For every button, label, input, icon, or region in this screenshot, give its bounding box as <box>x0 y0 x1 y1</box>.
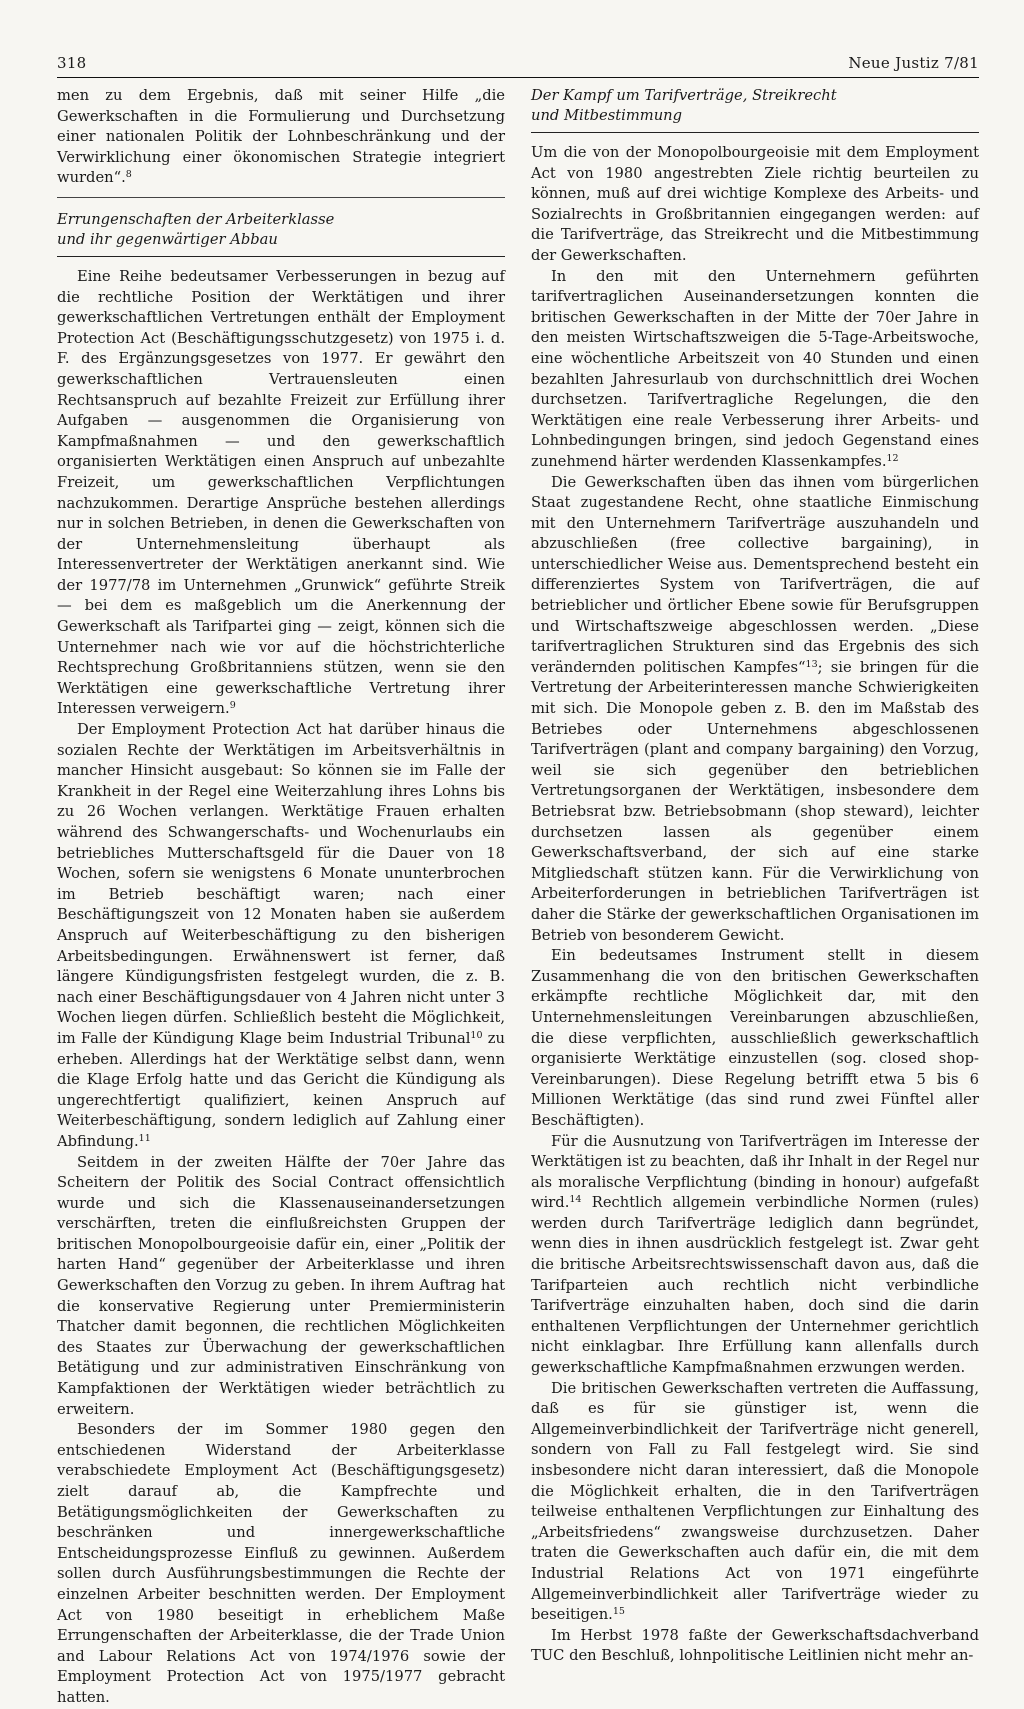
paragraph: In den mit den Unternehmern geführten tarifvertraglichen Auseinandersetzungen konnten die britischen Gewerkschaften in der Mitte der 70er Jahre in den meisten Wirtschaftszweigen die 5-Tage-Arbeitswoche, eine wöchentliche Arbeitszeit von 40 Stunden und einen bezahlten Jahresurlaub von durchschnittlich drei Wochen durchsetzen. Tarifvertragliche Regelungen, die den Werktätigen eine reale Verbesserung ihrer Arbeits- und Lohnbedingungen bringen, sind jedoch Gegenstand eines zunehmend härter werdenden Klassenkampfes.$^{12}$ <box>531 267 979 470</box>
section-heading: Der Kampf um Tarifverträge, Streikrecht und Mitbestimmung <box>531 87 837 124</box>
paragraph: Die Gewerkschaften üben das ihnen vom bürgerlichen Staat zugestandene Recht, ohne staatliche Einmischung mit den Unternehmern Tarifverträge auszuhandeln und abzuschließen (free collective bargaining), in unterschiedlicher Weise aus. Dementsprechend besteht ein differenziertes System von Tarifverträgen, die auf betrieblicher und örtlicher Ebene sowie für Berufsgruppen und Wirtschaftszweige abgeschlossen werden. „Diese tarifvertraglichen Strukturen sind das Ergebnis des sich verändernden politischen Kampfes“$^{13}$; sie bringen für die Vertretung der Arbeiterinteressen manche Schwierigkeiten mit sich. Die Monopole geben z. B. den im Maßstab des Betriebes oder Unternehmens abgeschlossenen Tarifverträgen (plant and company bargaining) den Vorzug, weil sie sich gegenüber den betrieblichen Vertretungsorganen der Werktätigen, insbesondere dem Betriebsrat bzw. Betriebsobmann (shop steward), leichter durchsetzen lassen als gegenüber einem Gewerkschaftsverband, der sich auf eine starke Mitgliedschaft stützen kann. Für die Verwirklichung von Arbeiterforderungen in betrieblichen Tarifverträgen ist daher die Stärke der gewerkschaftlichen Organisationen im Betrieb von besonderem Gewicht. <box>531 473 979 944</box>
footnote-ref: 11 <box>138 1132 151 1144</box>
paragraph: Eine Reihe bedeutsamer Verbesserungen in bezug auf die rechtliche Position der Werktätigen und ihrer gewerkschaftlichen Vertretungen enthält der Employment Protection Act (Beschäftigungsschutzgesetz) von 1975 i. d. F. des Ergänzungsgesetzes von 1977. Er gewährt den gewerkschaftlichen Vertrauensleuten einen Rechtsanspruch auf bezahlte Freizeit zur Erfüllung ihrer Aufgaben — ausgenommen die Organisierung von Kampfmaßnahmen — und den gewerkschaftlich organisierten Werktätigen einen Anspruch auf unbezahlte Freizeit, um gewerkschaftlichen Verpflichtungen nachzukommen. Derartige Ansprüche bestehen allerdings nur in solchen Betrieben, in denen die Gewerkschaften von der Unternehmensleitung überhaupt als Interessenvertreter der Werktätigen anerkannt sind. Wie der 1977/78 im Unternehmen „Grunwick“ geführte Streik — bei dem es maßgeblich um die Anerkennung der Gewerkschaft als Tarifpartei ging — zeigt, können sich die Unternehmer nach wie vor auf die höchstrichterliche Rechtsprechung Großbritanniens stützen, wenn sie den Werktätigen eine gewerkschaftliche Vertretung ihrer Interessen verweigern.$^9$ <box>57 267 505 718</box>
footnote-ref: 12 <box>886 452 899 464</box>
footnote-ref: 10 <box>470 1029 483 1041</box>
paragraph: Der Employment Protection Act hat darüber hinaus die sozialen Rechte der Werktätigen im Arbeitsverhältnis in mancher Hinsicht ausgebaut: So können sie im Falle der Krankheit in der Regel eine Weiterzahlung ihres Lohns bis zu 26 Wochen verlangen. Werktätige Frauen erhalten während des Schwangerschafts- und Wochenurlaubs ein betriebliches Mutterschaftsgeld für die Dauer von 18 Wochen, sofern sie wenigstens 6 Monate ununterbrochen im Betrieb beschäftigt waren; nach einer Beschäftigungszeit von 12 Monaten haben sie außerdem Anspruch auf Weiterbeschäftigung zu den bisherigen Arbeitsbedingungen. Erwähnenswert ist ferner, daß längere Kündigungsfristen festgelegt wurden, die z. B. nach einer Beschäftigungsdauer von 4 Jahren nicht unter 3 Wochen liegen dürfen. Schließlich besteht die Möglichkeit, im Falle der Kündigung Klage beim Industrial Tribunal$^{10}$ zu erheben. Allerdings hat der Werktätige selbst dann, wenn die Klage Erfolg hatte und das Gericht die Kündigung als ungerechtfertigt qualifiziert, keinen Anspruch auf Weiterbeschäftigung, sondern lediglich auf Zahlung einer Abfindung.$^{11}$ <box>57 721 505 1150</box>
paragraph: Ein bedeutsames Instrument stellt in diesem Zusammenhang die von den britischen Gewerkschaften erkämpfte rechtliche Möglichkeit dar, mit den Unternehmensleitungen Vereinbarungen abzuschließen, die diese verpflichten, ausschließlich gewerkschaftlich organisierte Werktätige einzustellen (sog. closed shop-Vereinbarungen). Diese Regelung betrifft etwa 5 bis 6 Millionen Werktätige (das sind rund zwei Fünftel aller Beschäftigten). <box>531 947 979 1129</box>
left-column <box>57 86 505 1709</box>
paragraph: Um die von der Monopolbourgeoisie mit dem Employment Act von 1980 angestrebten Ziele richtig beurteilen zu können, muß auf drei wichtige Komplexe des Arbeits- und Sozialrechts in Großbritannien eingegangen werden: auf die Tarifverträge, das Streikrecht und die Mitbestimmung der Gewerkschaften. <box>531 144 979 264</box>
right-column <box>531 86 979 1667</box>
intro-paragraph: men zu dem Ergebnis, daß mit seiner Hilfe „die Gewerkschaften in die Formulierung und Durchsetzung einer nationalen Politik der Lohnbeschränkung und der Verwirklichung einer ökonomischen Strategie integriert wurden“.$^8$ <box>57 87 505 187</box>
section-heading: Errungenschaften der Arbeiterklasse und ihr gegenwärtiger Abbau <box>57 210 335 248</box>
paragraph: Besonders der im Sommer 1980 gegen den entschiedenen Widerstand der Arbeiterklasse verabschiedete Employment Act (Beschäftigungsgesetz) zielt darauf ab, die Kampfrechte und Betätigungsmöglichkeiten der Gewerkschaften zu beschränken und innergewerkschaftliche Entscheidungsprozesse Einfluß zu gewinnen. Außerdem sollen durch Ausführungsbestimmungen die Rechte der einzelnen Arbeiter beschnitten werden. Der Employment Act von 1980 beseitigt in erheblichem Maße Errungenschaften der Arbeiterklasse, die der Trade Union and Labour Relations Act von 1974/1976 sowie der Employment Protection Act von 1975/1977 gebracht hatten. <box>57 1421 505 1706</box>
paragraph: Die britischen Gewerkschaften vertreten die Auffassung, daß es für sie günstiger ist, wenn die Allgemeinverbindlichkeit der Tarifverträge nicht generell, sondern von Fall zu Fall festgelegt wird. Sie sind insbesondere nicht daran interessiert, daß die Monopole die Möglichkeit erhalten, die in den Tarifverträgen teilweise enthaltenen Verpflichtungen zur Einhaltung des „Arbeitsfriedens“ zwangsweise durchzusetzen. Daher traten die Gewerkschaften auch dafür ein, die mit dem Industrial Relations Act von 1971 eingeführte Allgemeinverbindlichkeit aller Tarifverträge wieder zu beseitigen.$^{15}$ <box>531 1379 979 1624</box>
heading-rule <box>57 256 505 257</box>
page-number: 318 <box>57 54 87 72</box>
footnote-ref: 13 <box>805 658 818 670</box>
footnote-ref: 15 <box>612 1606 625 1618</box>
heading-rule <box>531 132 979 133</box>
footnote-ref: 8 <box>125 169 132 181</box>
paragraph: Seitdem in der zweiten Hälfte der 70er Jahre das Scheitern der Politik des Social Contract offensichtlich wurde und sich die Klassenauseinandersetzungen verschärften, treten die einflußreichsten Gruppen der britischen Monopolbourgeoisie dafür ein, einer „Politik der harten Hand“ gegenüber der Arbeiterklasse und ihren Gewerkschaften den Vorzug zu geben. In ihrem Auftrag hat die konservative Regierung unter Premierministerin Thatcher damit begonnen, die rechtlichen Möglichkeiten des Staates zur Überwachung der gewerkschaftlichen Betätigung und zur administrativen Einschränkung von Kampfaktionen der Werktätigen wieder beträchtlich zu erweitern. <box>57 1153 505 1418</box>
paragraph: Im Herbst 1978 faßte der Gewerkschaftsdachverband TUC den Beschluß, lohnpolitische Leitlinien nicht mehr an- <box>531 1626 979 1665</box>
section-separator <box>57 197 505 198</box>
footnote-ref: 9 <box>229 700 236 712</box>
journal-issue: Neue Justiz 7/81 <box>848 54 979 72</box>
paragraph: Für die Ausnutzung von Tarifverträgen im Interesse der Werktätigen ist zu beachten, daß ihr Inhalt in der Regel nur als moralische Verpflichtung (binding in honour) aufgefaßt wird.$^{14}$ Rechtlich allgemein verbindliche Normen (rules) werden durch Tarifverträge lediglich dann begründet, wenn dies in ihnen ausdrücklich festgelegt ist. Zwar geht die britische Arbeitsrechtswissenschaft davon aus, daß die Tarifparteien auch rechtlich nicht verbindliche Tarifverträge einzuhalten haben, doch sind die darin enthaltenen Verpflichtungen der Unternehmer gerichtlich nicht einklagbar. Ihre Erfüllung kann allenfalls durch gewerkschaftliche Kampfmaßnahmen erzwungen werden. <box>531 1132 979 1377</box>
footnote-ref: 14 <box>569 1194 582 1206</box>
header-rule <box>57 77 979 78</box>
